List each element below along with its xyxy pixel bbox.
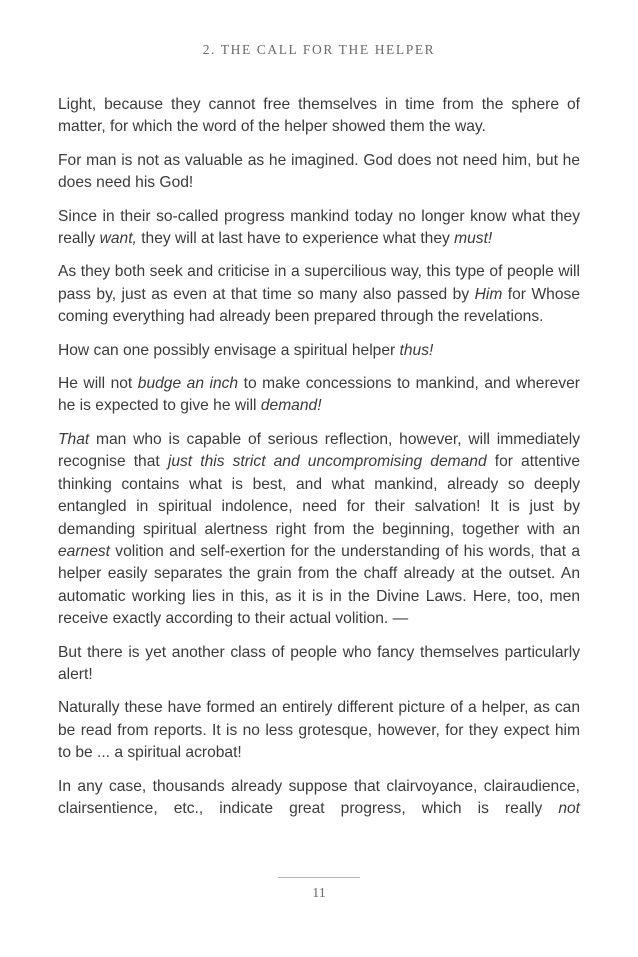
paragraph-text: to make concessions to mankind, and wherever he is expected to give he will	[58, 375, 580, 415]
paragraph-text: Light, because they cannot free themselves in time from the sphere of matter, for which the word of the helper showed them the way.	[58, 96, 580, 136]
paragraph-1	[58, 94, 580, 139]
emphasis-text: Him	[474, 285, 503, 303]
paragraph-8	[58, 642, 580, 687]
paragraph-text: for Whose coming everything had already been prepared through the revelations.	[58, 285, 580, 326]
emphasis-text: budge an inch	[137, 375, 239, 393]
paragraph-text: volition and self-exertion for the understanding of his words, that a helper easily separates the grain from the chaff already at the outset. An automatic working lies in this, as it is in the Divine Laws. Here, too, men receive exactly according to their actual volition. —	[58, 542, 580, 628]
paragraph-text: He will not	[58, 375, 138, 393]
paragraph-text: they will at last have to experience what they	[136, 230, 455, 248]
paragraph-3	[58, 206, 580, 251]
paragraph-9	[58, 697, 580, 764]
paragraph-text: How can one possibly envisage a spiritual helper	[58, 341, 400, 359]
emphasis-text: must!	[454, 230, 493, 248]
paragraph-text: Naturally these have formed an entirely different picture of a helper, as can be read from reports. It is no less grotesque, however, for they expect him to be ... a spiritual acrobat!	[58, 699, 580, 762]
paragraph-4	[58, 261, 580, 328]
paragraph-7	[58, 429, 580, 631]
paragraph-10	[58, 776, 580, 821]
paragraph-text: Since in their so-called progress mankind today no longer know what they really	[58, 207, 580, 248]
paragraph-2	[58, 150, 580, 195]
paragraph-5	[58, 340, 580, 362]
emphasis-text: just this strict and uncompromising demand	[167, 453, 487, 471]
footer-divider	[278, 877, 360, 878]
emphasis-text: thus!	[399, 341, 434, 359]
paragraph-text: But there is yet another class of people who fancy themselves particularly alert!	[58, 643, 580, 683]
emphasis-text: That	[58, 430, 90, 448]
paragraph-text: In any case, thousands already suppose that clairvoyance, clairaudience, clairsentience, etc., indicate great progress, which is really	[58, 777, 580, 817]
paragraph-text: For man is not as valuable as he imagined. God does not need him, but he does need his God!	[58, 151, 580, 192]
emphasis-text: want,	[99, 230, 137, 248]
emphasis-text: earnest	[58, 542, 111, 560]
body-text	[58, 94, 580, 831]
page-number: 11	[312, 886, 326, 901]
paragraph-text: for attentive thinking contains what is best, and what mankind, already so deeply entangled in spiritual indolence, need for their salvation! It is just by demanding spiritual alertness right from the beginning, together with an	[58, 453, 581, 538]
paragraph-6	[58, 373, 580, 418]
running-header: 2. THE CALL FOR THE HELPER	[202, 42, 436, 57]
paragraph-text: man who is capable of serious reflection, however, will immediately recognise that	[58, 430, 580, 471]
emphasis-text: demand!	[260, 397, 322, 415]
paragraph-text: As they both seek and criticise in a supercilious way, this type of people will pass by, just as even at that time so many also passed by	[58, 263, 580, 303]
emphasis-text: not	[558, 799, 580, 817]
